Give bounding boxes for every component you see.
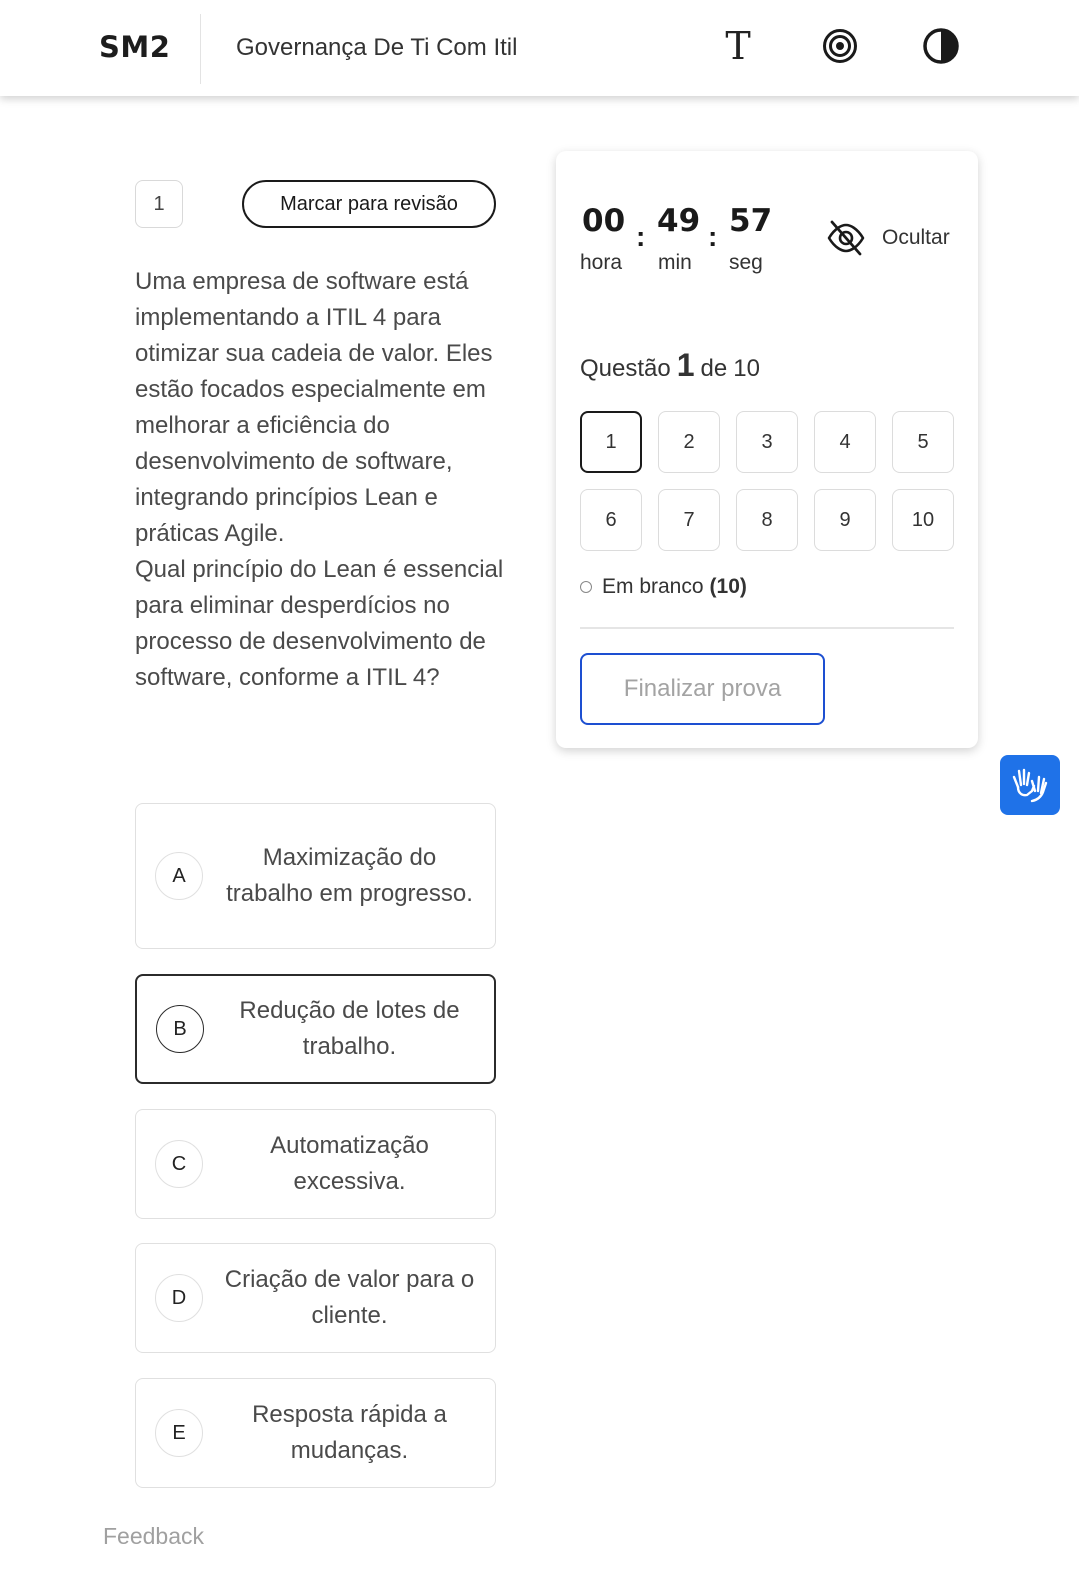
timer-separator: : <box>708 221 718 252</box>
option-text: Resposta rápida a mudanças. <box>252 1401 447 1464</box>
brand-logo[interactable]: SM2 <box>99 30 171 64</box>
mark-for-review-button[interactable]: Marcar para revisão <box>242 180 496 228</box>
timer-separator: : <box>636 221 646 252</box>
question-counter <box>580 347 760 384</box>
question-number: 1 <box>135 180 183 228</box>
question-text <box>135 264 505 696</box>
option-b[interactable] <box>135 974 496 1084</box>
question-context: Uma empresa de software está implementando a ITIL 4 para otimizar sua cadeia de valor. Eles estão focados especialmente em melhorar a eficiência do desenvolvimento de software, integrando princípios Lean e práticas Agile. <box>135 268 493 547</box>
nav-question-3[interactable]: 3 <box>736 411 798 473</box>
hide-timer-label: Ocultar <box>882 226 950 249</box>
nav-question-10[interactable]: 10 <box>892 489 954 551</box>
counter-middle: de <box>700 355 728 382</box>
option-text: Criação de valor para o cliente. <box>224 1266 475 1329</box>
header-divider <box>200 14 201 84</box>
timer-minutes-label: min <box>658 251 692 274</box>
blank-legend <box>580 575 747 599</box>
option-letter: A <box>155 852 203 900</box>
counter-current: 1 <box>676 347 695 383</box>
sign-language-icon <box>1010 765 1050 805</box>
blank-count: (10) <box>709 575 747 598</box>
option-e[interactable] <box>135 1378 496 1488</box>
feedback-link[interactable]: Feedback <box>103 1523 205 1549</box>
nav-question-6[interactable]: 6 <box>580 489 642 551</box>
hide-timer-button[interactable] <box>826 219 950 257</box>
counter-total: 10 <box>733 355 760 382</box>
option-a[interactable] <box>135 803 496 949</box>
nav-question-7[interactable]: 7 <box>658 489 720 551</box>
sign-language-button[interactable] <box>1000 755 1060 815</box>
blank-label: Em branco <box>602 575 704 598</box>
nav-question-5[interactable]: 5 <box>892 411 954 473</box>
counter-prefix: Questão <box>580 355 671 382</box>
target-icon[interactable] <box>820 26 860 66</box>
finish-exam-button[interactable]: Finalizar prova <box>580 653 825 725</box>
contrast-icon[interactable] <box>921 26 961 66</box>
option-d[interactable] <box>135 1243 496 1353</box>
nav-question-8[interactable]: 8 <box>736 489 798 551</box>
timer-seconds-label: seg <box>729 251 763 274</box>
option-text: Automatização excessiva. <box>270 1132 429 1195</box>
font-size-icon[interactable]: T <box>725 24 751 68</box>
option-text: Redução de lotes de trabalho. <box>239 997 460 1060</box>
question-navigator <box>580 411 954 551</box>
panel-divider <box>580 627 954 629</box>
nav-question-9[interactable]: 9 <box>814 489 876 551</box>
top-header <box>0 0 1079 96</box>
blank-circle-icon <box>580 581 592 593</box>
timer-hours-label: hora <box>580 251 623 274</box>
timer-seconds: 57 <box>729 203 773 239</box>
timer-hours: 00 <box>582 203 626 239</box>
option-text: Maximização do trabalho em progresso. <box>226 844 473 907</box>
option-letter: B <box>156 1005 204 1053</box>
exam-status-panel <box>556 151 978 748</box>
option-letter: E <box>155 1409 203 1457</box>
nav-question-1[interactable]: 1 <box>580 411 642 473</box>
course-title: Governança De Ti Com Itil <box>236 34 518 61</box>
option-letter: D <box>155 1274 203 1322</box>
question-prompt: Qual princípio do Lean é essencial para eliminar desperdícios no processo de desenvolvimento de software, conforme a ITIL 4? <box>135 556 504 691</box>
timer-minutes: 49 <box>657 203 701 239</box>
nav-question-4[interactable]: 4 <box>814 411 876 473</box>
option-letter: C <box>155 1140 203 1188</box>
eye-off-icon <box>826 219 866 257</box>
option-c[interactable] <box>135 1109 496 1219</box>
nav-question-2[interactable]: 2 <box>658 411 720 473</box>
